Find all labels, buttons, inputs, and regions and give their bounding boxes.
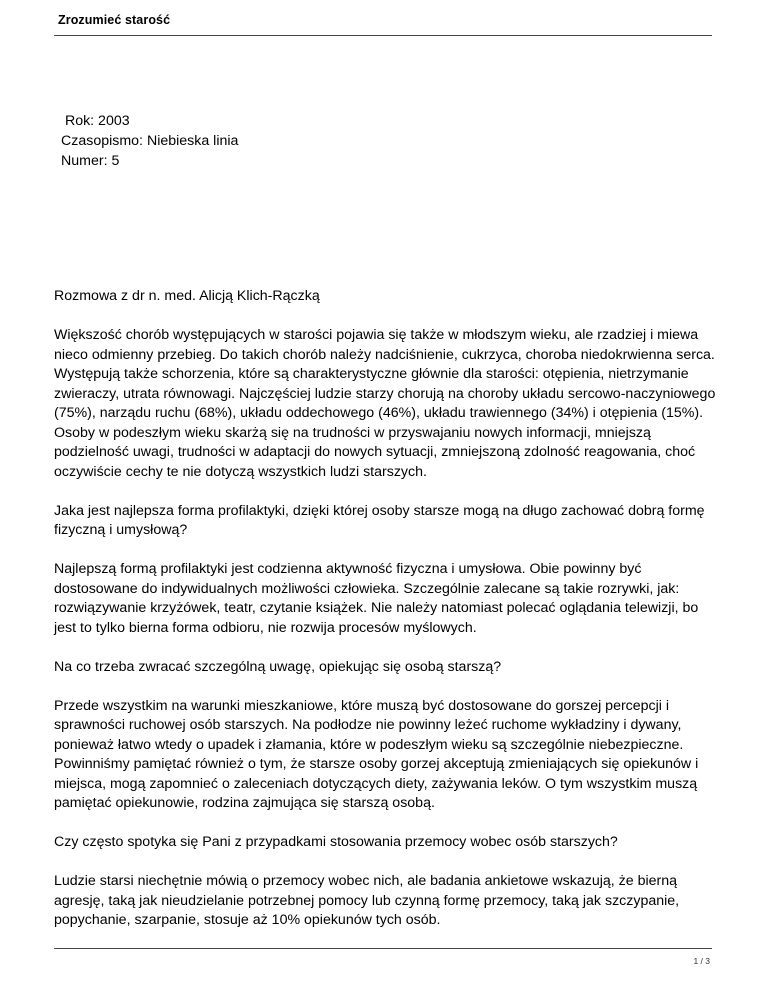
- interview-question: Czy często spotyka się Pani z przypadkami stosowania przemocy wobec osób starszych?: [54, 834, 618, 850]
- interview-byline: Rozmowa z dr n. med. Alicją Klich-Rączką: [54, 288, 320, 304]
- page-number: 1 / 3: [693, 956, 710, 966]
- interview-question: Na co trzeba zwracać szczególną uwagę, opiekując się osobą starszą?: [54, 658, 502, 675]
- article-paragraph: Przede wszystkim na warunki mieszkaniowe, które muszą być dostosowane do gorszej percepcji i sprawności ruchowej osób starszych. Na podłodze nie powinny leżeć ruchome wykładziny i dywany, ponieważ łatwo wtedy o upadek i złamania, które w podeszłym wieku są szczególnie niebezpieczne. Powinniśmy pamiętać również o tym, że starsze osoby gorzej akceptują zmieniających się opiekunów i miejsca, mogą zapomnieć o zaleceniach dotyczących diety, zażywania leków. O tym wszystkim muszą pamiętać opiekunowie, rodzina zajmująca się starszą osobą.: [54, 697, 699, 811]
- article-body: [54, 287, 718, 950]
- article-paragraph: Najlepszą formą profilaktyki jest codzienna aktywność fizyczna i umysłowa. Obie powinny być dostosowane do indywidualnych możliwości człowieka. Szczególnie zalecane są takie rozrywki, jak: rozwiązywanie krzyżówek, teatr, czytanie książek. Nie należy natomiast polecać oglądania telewizji, bo jest to tylko bierna forma odbioru, nie rozwija procesów myślowych.: [54, 561, 699, 636]
- article-paragraph: Ludzie starsi niechętnie mówią o przemocy wobec nich, ale badania ankietowe wskazują, że bierną agresję, taką jak nieudzielanie potrzebnej pomocy lub czynną formę przemocy, taką jak szczypanie, popychanie, szarpanie, stosuje aż 10% opiekunów tych osób.: [54, 873, 680, 928]
- footer-divider: [54, 948, 712, 949]
- document-header-title: Zrozumieć starość: [58, 13, 171, 27]
- meta-magazine: Czasopismo: Niebieska linia: [61, 133, 239, 149]
- meta-issue: Numer: 5: [61, 153, 120, 169]
- interview-question: Jaka jest najlepsza forma profilaktyki, dzięki której osoby starsze mogą na długo zachować dobrą formę fizyczną i umysłową?: [54, 502, 705, 538]
- meta-year: Rok: 2003: [61, 113, 130, 129]
- header-divider: [54, 35, 712, 36]
- article-paragraph: Większość chorób występujących w starości pojawia się także w młodszym wieku, ale rzadziej i miewa nieco odmienny przebieg. Do takich chorób należy nadciśnienie, cukrzyca, choroba niedokrwienna serca. Występują także schorzenia, które są charakterystyczne głównie dla starości: otępienia, nietrzymanie zwieraczy, utrata równowagi. Najczęściej ludzie starzy chorują na choroby układu sercowo-naczyniowego (75%), narządu ruchu (68%), układu oddechowego (46%), układu trawiennego (34%) i otępienia (15%). Osoby w podeszłym wieku skarżą się na trudności w przyswajaniu nowych informacji, mniejszą podzielność uwagi, trudności w adaptacji do nowych sytuacji, zmniejszoną zdolność reagowania, choć oczywiście cechy te nie dotyczą wszystkich ludzi starszych.: [54, 327, 716, 480]
- article-metadata: [61, 111, 238, 171]
